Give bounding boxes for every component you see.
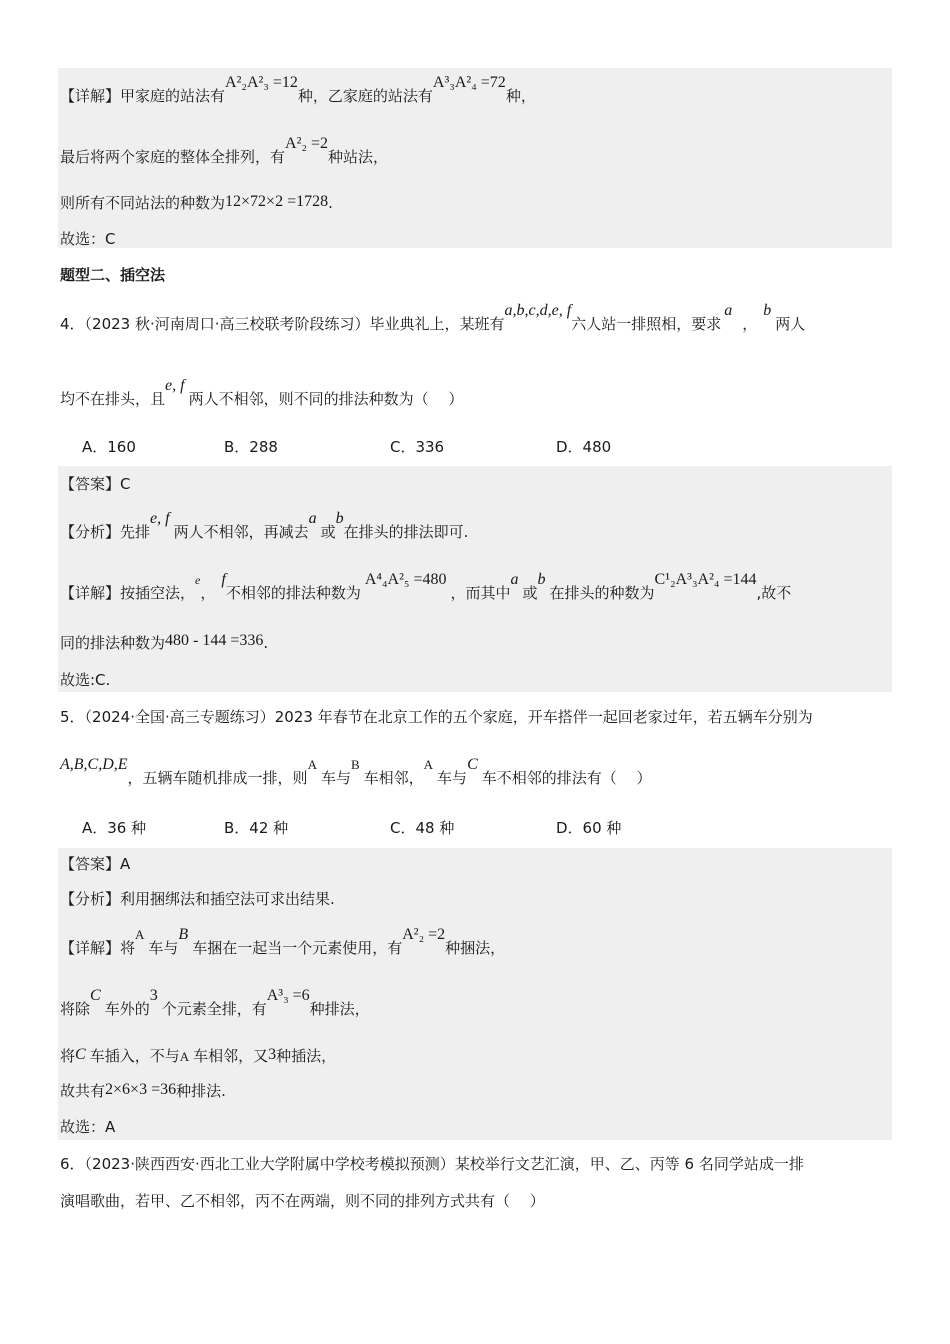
q4-stem-line2 xyxy=(60,377,464,410)
math-expr: B xyxy=(178,926,189,943)
text: 种站法， xyxy=(327,148,388,166)
q5-choose: 故选：A xyxy=(60,1118,116,1136)
text: ， xyxy=(200,584,216,602)
text: 将除 xyxy=(60,1000,91,1018)
text: 同的排法种数为 xyxy=(60,634,166,652)
math-expr: A xyxy=(307,757,317,772)
text: . xyxy=(263,634,269,652)
math-expr: a xyxy=(724,302,733,319)
option-d[interactable]: D．480 xyxy=(556,438,612,456)
text: . xyxy=(328,194,333,212)
math-expr: A,B,C,D,E xyxy=(60,756,128,773)
math-expr: A³₃A²₄ =72 xyxy=(432,74,506,91)
math-expr: A⁴₄A²₅ =480 xyxy=(364,571,447,588)
text: 则所有不同站法的种数为 xyxy=(60,194,226,212)
text: 车不相邻的排法有（ ） xyxy=(481,769,652,787)
math-expr: 3 xyxy=(149,987,158,1004)
math-expr: 3 xyxy=(268,1046,277,1063)
math-expr: A³₃ =6 xyxy=(266,987,310,1004)
text: 车与 xyxy=(148,939,179,957)
q5-answer: 【答案】A xyxy=(60,855,131,873)
option-c[interactable]: C．336 xyxy=(390,438,445,456)
math-expr: 480 - 144 =336 xyxy=(165,632,264,649)
text: 两人不相邻，再减去 xyxy=(173,523,309,541)
text: ,故不 xyxy=(756,584,792,602)
math-expr: C¹₂A³₃A²₄ =144 xyxy=(654,571,757,588)
text: 种， xyxy=(505,87,536,105)
q5-detail-line2 xyxy=(60,987,370,1020)
math-expr: b xyxy=(537,571,546,588)
text: 车相邻，又 xyxy=(193,1047,269,1065)
math-expr: 12×72×2 =1728 xyxy=(225,193,329,210)
q4-detail-line1 xyxy=(60,571,792,604)
q3-detail-line3 xyxy=(60,193,333,214)
text: 不相邻的排法种数为 xyxy=(225,584,361,602)
q3-choose: 故选：C xyxy=(60,230,116,248)
text: 六人站一排照相，要求 xyxy=(571,315,722,333)
math-expr: B xyxy=(350,757,360,772)
text: ，而其中 xyxy=(450,584,511,602)
math-expr: A²₂ =2 xyxy=(402,926,446,943)
q5-stem-line2 xyxy=(60,756,652,789)
math-expr: f xyxy=(221,571,226,588)
q4-choose: 故选:C. xyxy=(60,671,111,689)
text: 两人不相邻，则不同的排法种数为（ ） xyxy=(188,390,464,408)
text: 最后将两个家庭的整体全排列，有 xyxy=(60,148,286,166)
math-expr: 2×6×3 =36 xyxy=(105,1081,177,1098)
math-expr: A xyxy=(135,927,145,942)
option-d[interactable]: D．60 种 xyxy=(556,819,622,837)
math-expr: b xyxy=(763,302,772,319)
text: 种捆法， xyxy=(445,939,506,957)
math-expr: A xyxy=(179,1049,190,1064)
text: 均不在排头，且 xyxy=(60,390,166,408)
q5-stem-line1: 5．（2024·全国·高三专题练习）2023 年春节在北京工作的五个家庭，开车搭伴一起回老家过年，若五辆车分别为 xyxy=(60,708,813,726)
math-expr: a xyxy=(308,510,317,527)
text: 在排头的种数为 xyxy=(549,584,655,602)
q5-analysis: 【分析】利用捆绑法和插空法可求出结果. xyxy=(60,890,335,908)
text: 种排法. xyxy=(176,1082,226,1100)
text: 车捆在一起当一个元素使用，有 xyxy=(192,939,403,957)
text: 【详解】甲家庭的站法有 xyxy=(60,87,226,105)
math-expr: b xyxy=(335,510,344,527)
q3-detail-line1 xyxy=(60,74,536,107)
text: 种，乙家庭的站法有 xyxy=(297,87,433,105)
math-expr: a xyxy=(510,571,519,588)
text: 车相邻， xyxy=(363,769,424,787)
q4-options xyxy=(82,437,611,457)
text: 【分析】先排 xyxy=(60,523,151,541)
text: 故共有 xyxy=(60,1082,106,1100)
q4-detail-line2 xyxy=(60,633,268,654)
math-expr: e, f xyxy=(165,377,185,394)
text: 4．（2023 秋·河南周口·高三校联考阶段练习）毕业典礼上，某班有 xyxy=(60,315,505,333)
math-expr: e, f xyxy=(150,510,170,527)
text: ，五辆车随机排成一排，则 xyxy=(127,769,308,787)
section-title: 题型二、插空法 xyxy=(60,266,166,284)
text: 或 xyxy=(320,523,336,541)
option-a[interactable]: A．36 种 xyxy=(82,819,147,837)
text: ， xyxy=(742,315,758,333)
text: 个元素全排，有 xyxy=(161,1000,267,1018)
option-b[interactable]: B．42 种 xyxy=(224,819,289,837)
option-c[interactable]: C．48 种 xyxy=(390,819,455,837)
text: 种插法， xyxy=(276,1047,337,1065)
q6-stem-line2: 演唱歌曲，若甲、乙不相邻，丙不在两端，则不同的排列方式共有（ ） xyxy=(60,1192,545,1210)
q4-answer: 【答案】C xyxy=(60,475,131,493)
solution-block-q4 xyxy=(58,466,892,692)
math-expr: C xyxy=(90,987,101,1004)
text: 【详解】将 xyxy=(60,939,136,957)
q5-detail-line4 xyxy=(60,1081,226,1102)
text: 【详解】按插空法， xyxy=(60,584,196,602)
q4-stem-line1 xyxy=(60,302,806,335)
text: 车外的 xyxy=(104,1000,150,1018)
math-expr: A²₂ =2 xyxy=(285,135,328,152)
q5-detail-line3 xyxy=(60,1046,336,1067)
q5-detail-line1 xyxy=(60,926,506,959)
q4-analysis xyxy=(60,510,469,543)
q3-detail-line2 xyxy=(60,135,388,168)
option-b[interactable]: B．288 xyxy=(224,438,278,456)
option-a[interactable]: A．160 xyxy=(82,438,136,456)
text: 车与 xyxy=(320,769,351,787)
text: 车与 xyxy=(437,769,468,787)
q5-options xyxy=(82,818,621,838)
text: 或 xyxy=(522,584,538,602)
math-expr: A²₂A²₃ =12 xyxy=(225,74,298,91)
math-expr: a,b,c,d,e, f xyxy=(504,302,572,319)
text: 两人 xyxy=(775,315,806,333)
math-expr: C xyxy=(467,756,478,773)
text: 车插入，不与 xyxy=(89,1047,180,1065)
q6-stem-line1: 6．（2023·陕西西安·西北工业大学附属中学校考模拟预测）某校举行文艺汇演，甲、乙、丙等 6 名同学站成一排 xyxy=(60,1155,804,1173)
text: 将 xyxy=(60,1047,76,1065)
math-expr: C xyxy=(75,1046,86,1063)
math-expr: A xyxy=(423,757,434,772)
text: 种排法， xyxy=(309,1000,370,1018)
text: 在排头的排法即可. xyxy=(343,523,469,541)
math-expr: e xyxy=(195,573,201,587)
